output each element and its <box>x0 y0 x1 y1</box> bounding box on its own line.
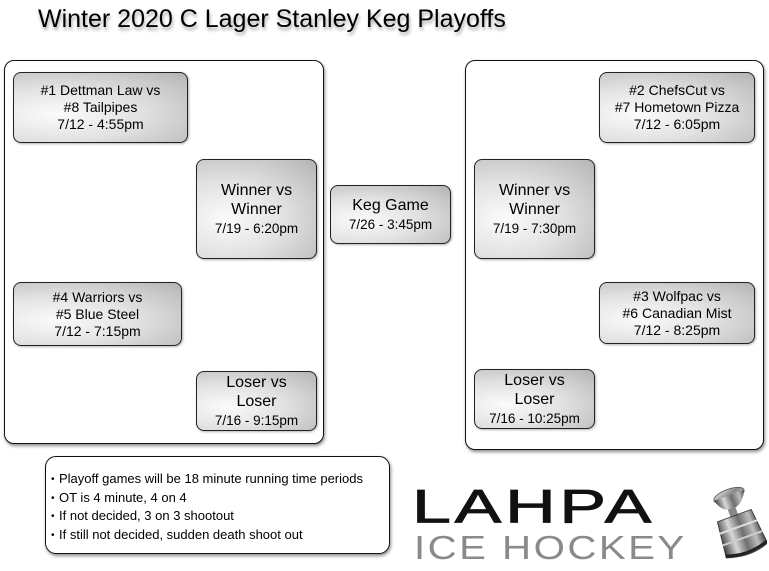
game-teams-line2: #7 Hometown Pizza <box>614 99 740 115</box>
game-time: 7/12 - 8:25pm <box>633 321 721 338</box>
game-teams-line1: Loser vs <box>504 371 565 389</box>
game-teams-line1: #1 Dettman Law vs <box>40 82 161 98</box>
logo-subtitle: ICE HOCKEY <box>414 529 687 566</box>
game-teams-line1: #4 Warriors vs <box>52 288 143 305</box>
game-4v5 <box>13 282 182 346</box>
game-title: Keg Game <box>352 196 429 214</box>
game-teams-line1: #3 Wolfpac vs <box>633 287 721 304</box>
bullet-icon: • <box>51 529 55 541</box>
logo-wordmark: LAHPA <box>412 478 656 533</box>
game-teams-line2: Loser <box>236 392 277 410</box>
game-right-semifinal <box>474 159 595 259</box>
game-1v8 <box>13 72 188 143</box>
game-left-consolation <box>196 371 317 431</box>
game-teams-line2: #6 Canadian Mist <box>622 304 732 321</box>
game-teams-line1: #2 ChefsCut vs <box>629 82 725 98</box>
rules-notes <box>45 456 390 554</box>
stanley-cup-icon <box>697 484 767 564</box>
game-teams-line1: Winner vs <box>498 181 571 199</box>
bullet-icon: • <box>51 511 55 522</box>
game-keg-final <box>330 185 451 244</box>
game-time: 7/26 - 3:45pm <box>348 216 433 232</box>
game-teams-line2: Loser <box>514 390 555 408</box>
game-time: 7/16 - 9:15pm <box>214 412 299 428</box>
bullet-icon: • <box>51 474 55 485</box>
game-3v6 <box>599 282 755 344</box>
bullet-icon: • <box>51 492 55 504</box>
game-right-consolation <box>474 369 595 429</box>
page-title: Winter 2020 C Lager Stanley Keg Playoffs <box>38 5 506 33</box>
game-2v7 <box>599 72 755 143</box>
lahpa-logo <box>412 478 687 566</box>
game-time: 7/19 - 7:30pm <box>492 220 577 236</box>
rule-item: • If not decided, 3 on 3 shootout <box>51 507 389 526</box>
game-teams-line2: #5 Blue Steel <box>55 305 140 322</box>
game-time: 7/16 - 10:25pm <box>489 410 580 426</box>
rule-item: • If still not decided, sudden death shoot out <box>51 526 389 545</box>
game-teams-line2: #8 Tailpipes <box>63 99 138 115</box>
game-time: 7/19 - 6:20pm <box>214 220 299 236</box>
game-teams-line1: Winner vs <box>220 181 293 199</box>
game-teams-line1: Loser vs <box>226 373 287 391</box>
game-time: 7/12 - 6:05pm <box>633 116 721 132</box>
rule-item: • Playoff games will be 18 minute running time periods <box>51 470 389 489</box>
game-time: 7/12 - 4:55pm <box>57 116 144 132</box>
game-time: 7/12 - 7:15pm <box>54 322 141 339</box>
rule-item: • OT is 4 minute, 4 on 4 <box>51 489 389 508</box>
game-teams-line2: Winner <box>231 200 282 218</box>
game-left-semifinal <box>196 159 317 259</box>
game-teams-line2: Winner <box>509 200 560 218</box>
